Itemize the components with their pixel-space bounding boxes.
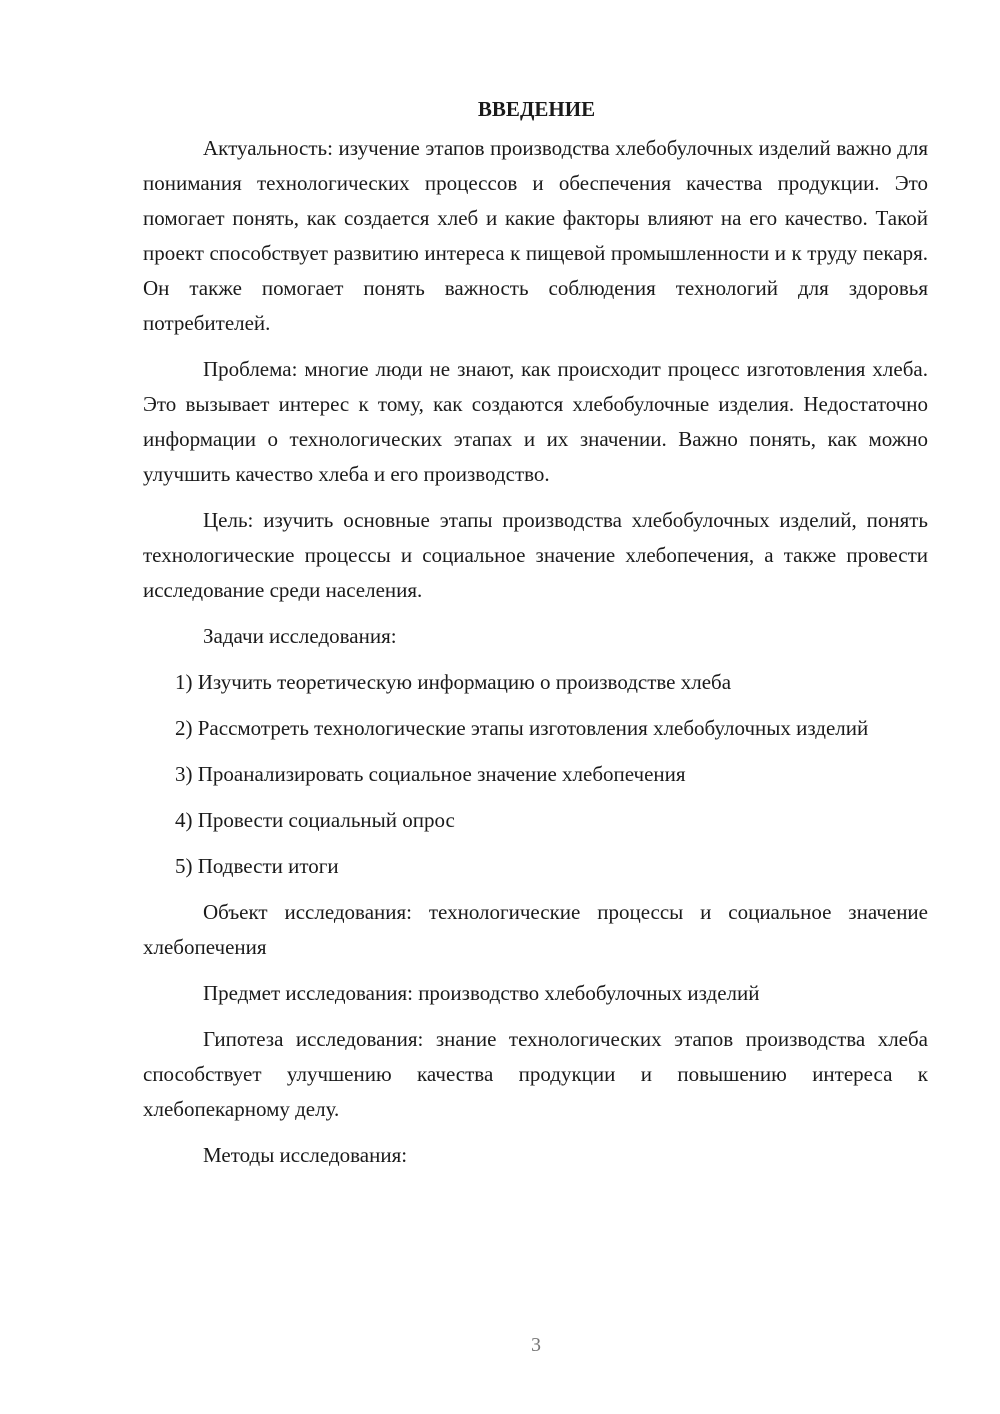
paragraph-subject: Предмет исследования: производство хлебобулочных изделий [203,981,760,1005]
paragraph-relevance: Актуальность: изучение этапов производства хлебобулочных изделий важно для понимания технологических процессов и обеспечения качества продукции. Это помогает понять, как создается хлеб и какие факторы влияют на его качество. Такой проект способствует развитию интереса к пищевой промышленности и к труду пекаря. Он также помогает понять важность соблюдения технологий для здоровья потребителей. [143,136,928,335]
methods-heading: Методы исследования: [203,1143,408,1167]
list-item: 3) Проанализировать социальное значение хлебопечения [175,762,686,786]
list-item: 4) Провести социальный опрос [175,808,455,832]
tasks-heading: Задачи исследования: [203,624,397,648]
list-item: 2) Рассмотреть технологические этапы изготовления хлебобулочных изделий [175,716,869,740]
paragraph-hypothesis: Гипотеза исследования: знание технологических этапов производства хлеба способствует улучшению качества продукции и повышению интереса к хлебопекарному делу. [143,1027,928,1121]
page-title: ВВЕДЕНИЕ [477,97,596,121]
list-item: 5) Подвести итоги [175,854,339,878]
page-number: 3 [531,1334,541,1356]
paragraph-goal: Цель: изучить основные этапы производства хлебобулочных изделий, понять технологические процессы и социальное значение хлебопечения, а также провести исследование среди населения. [143,508,928,602]
paragraph-problem: Проблема: многие люди не знают, как происходит процесс изготовления хлеба. Это вызывает интерес к тому, как создаются хлебобулочные изделия. Недостаточно информации о технологических этапах и их значении. Важно понять, как можно улучшить качество хлеба и его производство. [143,357,928,486]
list-item: 1) Изучить теоретическую информацию о производстве хлеба [175,670,732,694]
paragraph-object: Объект исследования: технологические процессы и социальное значение хлебопечения [143,900,928,959]
tasks-list [143,665,928,884]
document-page [143,92,928,1184]
